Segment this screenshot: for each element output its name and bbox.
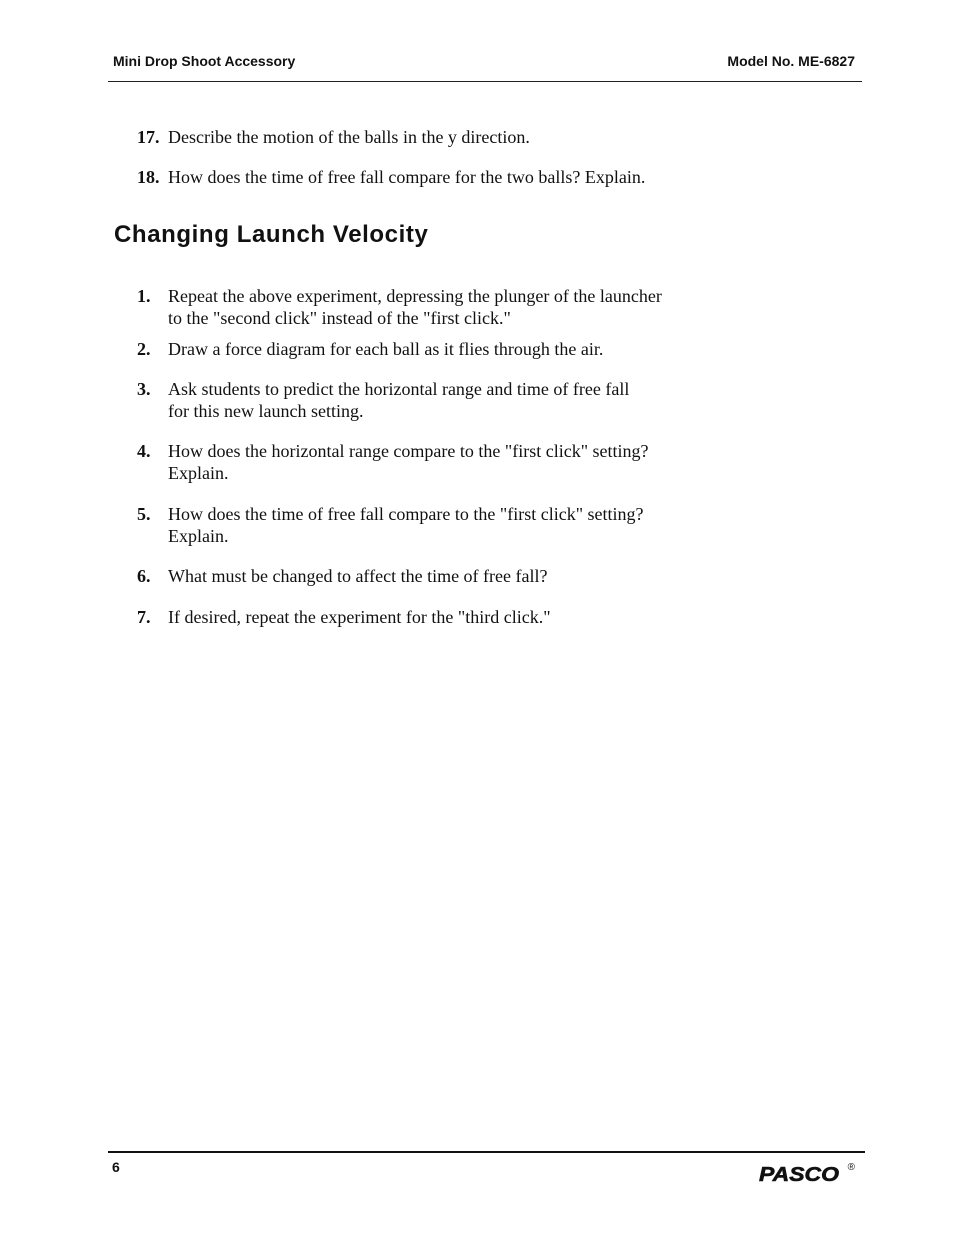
page-footer (108, 1151, 865, 1193)
header-model-number: Model No. ME-6827 (727, 53, 855, 69)
step-text-line: If desired, repeat the experiment for the "third click." (168, 607, 551, 627)
question-text: How does the time of free fall compare for the two balls? Explain. (168, 167, 646, 187)
step-number: 3. (137, 379, 151, 399)
step-number: 2. (137, 339, 151, 359)
page-number: 6 (112, 1159, 120, 1175)
step-number: 4. (137, 441, 151, 461)
step-text-line: Repeat the above experiment, depressing the plunger of the launcher (168, 286, 662, 306)
header-title: Mini Drop Shoot Accessory (113, 53, 296, 69)
step-text-line: for this new launch setting. (168, 401, 364, 421)
step-number: 5. (137, 504, 151, 524)
step-text-line: Explain. (168, 526, 229, 546)
page-header (108, 50, 862, 82)
question-text: Describe the motion of the balls in the y direction. (168, 127, 530, 147)
question-number: 17. (137, 127, 160, 147)
step-text-line: to the "second click" instead of the "first click." (168, 308, 511, 328)
step-text-line: What must be changed to affect the time of free fall? (168, 566, 548, 586)
step-text (168, 338, 698, 360)
step-text (168, 503, 698, 547)
question-number: 18. (137, 167, 160, 187)
step-number: 1. (137, 286, 151, 306)
step-text-line: Explain. (168, 463, 229, 483)
step-text-line: Draw a force diagram for each ball as it flies through the air. (168, 339, 604, 359)
step-text (168, 606, 698, 628)
step-number: 7. (137, 607, 151, 627)
step-text (168, 285, 698, 329)
step-text (168, 440, 698, 484)
section-heading: Changing Launch Velocity (114, 221, 429, 248)
step-text-line: How does the horizontal range compare to the "first click" setting? (168, 441, 649, 461)
step-text (168, 565, 698, 587)
pasco-logo (755, 1163, 843, 1185)
step-text (168, 378, 698, 422)
step-text-line: Ask students to predict the horizontal range and time of free fall (168, 379, 630, 399)
step-text-line: How does the time of free fall compare to the "first click" setting? (168, 504, 644, 524)
pasco-logo-text: PASCO (759, 1164, 840, 1185)
step-number: 6. (137, 566, 151, 586)
registered-mark: ® (847, 1162, 855, 1173)
